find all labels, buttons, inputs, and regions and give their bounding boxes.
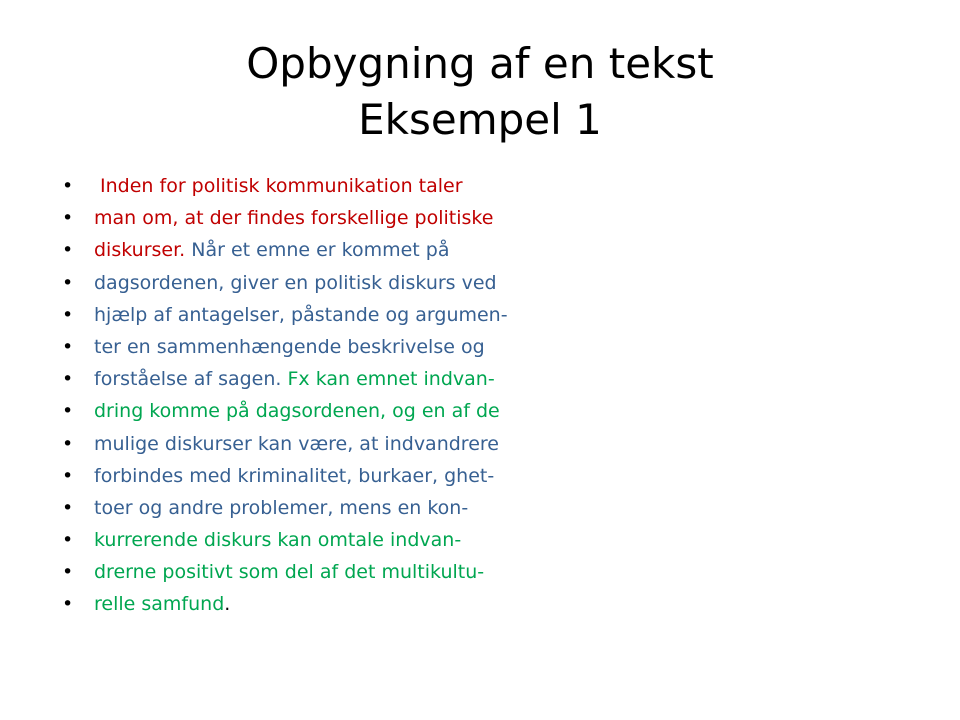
bullet-text-segment: dagsordenen, giver en politisk diskurs ved xyxy=(94,271,497,294)
bullet-text-segment: diskurser. xyxy=(94,239,186,262)
bullet-text-segment: drerne positivt som del af det multikultu- xyxy=(94,561,485,584)
bullet-icon: • xyxy=(62,207,74,230)
title-line-2: Eksempel 1 xyxy=(358,95,602,144)
bullet-line-5 xyxy=(62,299,508,331)
bullet-text-segment: relle samfund xyxy=(94,593,225,616)
bullet-line-12 xyxy=(62,524,508,556)
bullet-icon: • xyxy=(62,400,74,423)
bullet-line-6 xyxy=(62,331,508,363)
bullet-line-11 xyxy=(62,492,508,524)
bullet-line-3 xyxy=(62,234,508,266)
bullet-text-segment: kurrerende diskurs kan omtale indvan- xyxy=(94,529,462,552)
bullet-icon: • xyxy=(62,593,74,616)
bullet-line-7 xyxy=(62,363,508,395)
bullet-icon: • xyxy=(62,496,74,519)
bullet-text-segment: man om, at der findes forskellige politiske xyxy=(94,207,494,230)
bullet-line-8 xyxy=(62,395,508,427)
bullet-text-segment: forbindes med kriminalitet, burkaer, ghet- xyxy=(94,464,495,487)
bullet-text-segment: Fx kan emnet indvan- xyxy=(281,368,495,391)
bullet-icon: • xyxy=(62,175,74,197)
bullet-text-segment: toer og andre problemer, mens en kon- xyxy=(94,496,469,519)
bullet-text-segment: dring komme på dagsordenen, og en af de xyxy=(94,400,500,423)
bullet-icon: • xyxy=(62,271,74,294)
bullet-line-9 xyxy=(62,428,508,460)
slide-title xyxy=(0,36,960,148)
bullet-icon: • xyxy=(62,561,74,584)
bullet-line-10 xyxy=(62,460,508,492)
bullet-text-segment: Når et emne er kommet på xyxy=(185,239,450,262)
bullet-icon: • xyxy=(62,368,74,391)
bullet-text-segment: Inden for politisk kommunikation taler xyxy=(94,175,463,197)
bullet-text-segment: . xyxy=(224,593,231,616)
title-line-1: Opbygning af en tekst xyxy=(246,39,714,88)
bullet-text-segment: forståelse af sagen. xyxy=(94,368,282,391)
bullet-text-segment: ter en sammenhængende beskrivelse og xyxy=(94,335,485,358)
bullet-line-1 xyxy=(62,170,508,202)
bullet-icon: • xyxy=(62,529,74,552)
bullet-icon: • xyxy=(62,464,74,487)
bullet-icon: • xyxy=(62,335,74,358)
bullet-line-2 xyxy=(62,202,508,234)
bullet-text-segment: mulige diskurser kan være, at indvandrere xyxy=(94,432,499,455)
bullet-list xyxy=(62,170,508,621)
bullet-icon: • xyxy=(62,432,74,455)
bullet-line-14 xyxy=(62,588,508,620)
bullet-line-4 xyxy=(62,267,508,299)
bullet-icon: • xyxy=(62,303,74,326)
bullet-icon: • xyxy=(62,239,74,262)
bullet-line-13 xyxy=(62,556,508,588)
bullet-text-segment: hjælp af antagelser, påstande og argumen- xyxy=(94,303,508,326)
